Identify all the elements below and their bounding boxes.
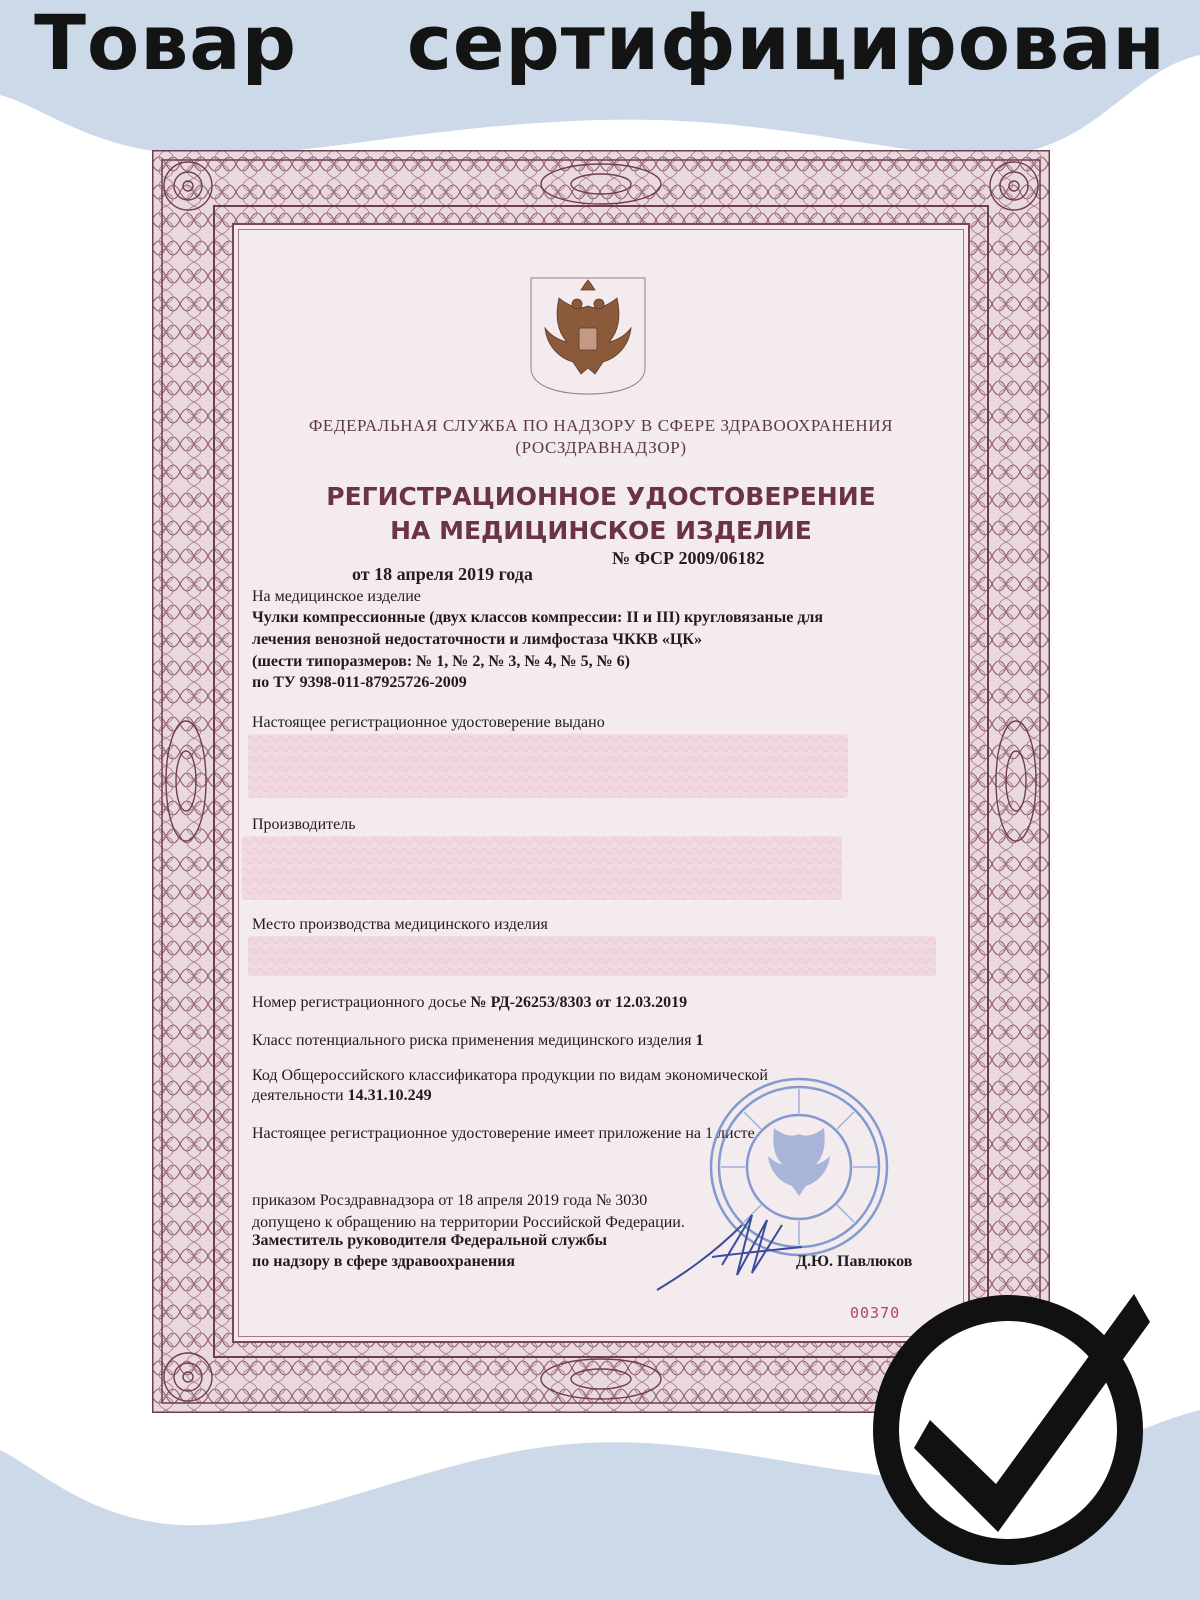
okpd-line-2 xyxy=(252,1085,432,1106)
okpd-label-line-1: Код Общероссийского классификатора продукции по видам экономической xyxy=(252,1067,768,1084)
agency-name: ФЕДЕРАЛЬНАЯ СЛУЖБА ПО НАДЗОРУ В СФЕРЕ ЗДРАВООХРАНЕНИЯ xyxy=(308,416,894,435)
signer-name: Д.Ю. Павлюков xyxy=(796,1253,913,1270)
redacted-production-place xyxy=(248,936,936,976)
order-line-1: приказом Росздравнадзора от 18 апреля 2019 года № 3030 xyxy=(252,1192,648,1209)
dossier-line xyxy=(252,992,687,1013)
okpd-value: 14.31.10.249 xyxy=(347,1087,432,1104)
document-subtitle: НА МЕДИЦИНСКОЕ ИЗДЕЛИЕ xyxy=(390,516,812,545)
device-label: На медицинское изделие xyxy=(252,588,421,605)
risk-class-label: Класс потенциального риска применения медицинского изделия xyxy=(252,1032,692,1049)
okpd-label-line-2: деятельности xyxy=(252,1087,344,1104)
agency-abbreviation: (РОСЗДРАВНАДЗОР) xyxy=(515,438,687,457)
document-title: РЕГИСТРАЦИОННОЕ УДОСТОВЕРЕНИЕ xyxy=(326,482,876,511)
device-line-2: лечения венозной недостаточности и лимфостаза ЧККВ «ЦК» xyxy=(252,631,702,648)
risk-class-value: 1 xyxy=(695,1032,704,1049)
signer-title-line-1: Заместитель руководителя Федеральной службы xyxy=(252,1232,607,1249)
certificate-date: от 18 апреля 2019 года xyxy=(352,564,533,584)
dossier-label: Номер регистрационного досье xyxy=(252,994,467,1011)
headline: Товар сертифицирован xyxy=(34,0,1166,87)
risk-class-line xyxy=(252,1030,704,1051)
signer-title-line-2: по надзору в сфере здравоохранения xyxy=(252,1253,516,1270)
redacted-manufacturer xyxy=(242,836,842,900)
device-line-3: (шести типоразмеров: № 1, № 2, № 3, № 4, № 5, № 6) xyxy=(252,653,630,670)
device-line-4: по ТУ 9398-011-87925726-2009 xyxy=(252,674,467,691)
certificate-document xyxy=(152,150,1050,1413)
coat-of-arms-emblem xyxy=(529,276,647,396)
appendix-note: Настоящее регистрационное удостоверение имеет приложение на 1 листе xyxy=(252,1125,755,1142)
issued-to-label: Настоящее регистрационное удостоверение выдано xyxy=(252,714,605,731)
serial-number: 00370 xyxy=(850,1304,901,1322)
order-line-2: допущено к обращению на территории Российской Федерации. xyxy=(252,1214,685,1231)
redacted-issued-to xyxy=(248,734,848,798)
manufacturer-label: Производитель xyxy=(252,816,356,833)
production-place-label: Место производства медицинского изделия xyxy=(252,916,548,933)
dossier-value: № РД-26253/8303 от 12.03.2019 xyxy=(470,994,688,1011)
device-line-1: Чулки компрессионные (двух классов компрессии: II и III) кругловязаные для xyxy=(252,609,824,626)
certificate-number: № ФСР 2009/06182 xyxy=(612,548,765,568)
checkmark-icon xyxy=(868,1270,1168,1570)
handwritten-signature xyxy=(652,1195,812,1300)
